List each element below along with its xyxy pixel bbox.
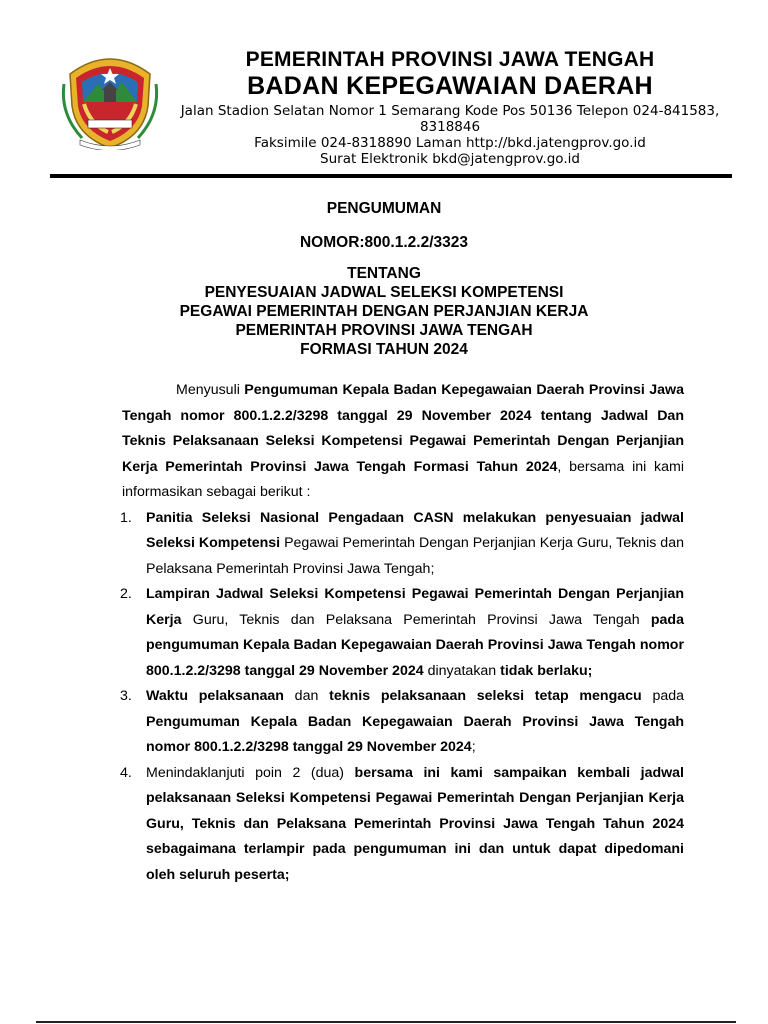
intro-text: , bersama ini kami informasikan sebagai berikut : [122, 458, 684, 500]
item-text: dinyatakan [423, 662, 501, 679]
letterhead-divider [50, 174, 732, 178]
list-item [122, 684, 684, 761]
letterhead-government-name: PEMERINTAH PROVINSI JAWA TENGAH [245, 48, 655, 71]
item-text: dan [283, 688, 330, 704]
item-bold-text: Lampiran Jadwal Seleksi Kompetensi Pegawai Pemerintah Dengan Perjanjian Kerja [146, 586, 684, 628]
subject-about: TENTANG [347, 265, 421, 282]
announcement-items [122, 506, 684, 889]
jawa-tengah-emblem-icon [60, 44, 160, 150]
item-text: Pegawai Pemerintah Dengan Perjanjian Kerja Guru, Teknis dan Pelaksana Pemerintah Provinsi Jawa Tengah; [146, 535, 684, 577]
item-bold-text: Panitia Seleksi Nasional Pengadaan CASN melakukan penyesuaian jadwal Seleksi Kompetensi [146, 509, 684, 551]
item-bold-text: teknis pelaksanaan seleksi tetap mengacu [329, 688, 642, 704]
letterhead-address-cont: 8318846 [419, 119, 481, 135]
letterhead-address: Jalan Stadion Selatan Nomor 1 Semarang Kode Pos 50136 Telepon 024-841583, [180, 103, 720, 119]
item-bold-text: tidak berlaku; [500, 662, 593, 679]
intro-paragraph [122, 378, 684, 506]
announcement-subject [60, 264, 708, 359]
item-text: Guru, Teknis dan Pelaksana Pemerintah Provinsi Jawa Tengah [181, 611, 651, 628]
item-number: 1. [120, 509, 132, 526]
item-number: 3. [120, 688, 132, 704]
intro-reference: Pengumuman Kepala Badan Kepegawaian Daerah Provinsi Jawa Tengah nomor 800.1.2.2/3298 tanggal 29 November 2024 tentang Jadwal Dan Teknis Pelaksanaan Seleksi Kompetensi Pegawai Pemerintah Dengan Perjanjian Kerja Pemerintah Provinsi Jawa Tengah Formasi Tahun 2024 [122, 382, 684, 475]
announcement-heading: PENGUMUMAN [326, 200, 442, 217]
item-bold-text: Pengumuman Kepala Badan Kepegawaian Daerah Provinsi Jawa Tengah nomor 800.1.2.2/3298 tanggal 29 November 2024 [146, 713, 684, 755]
announcement-body [122, 378, 684, 888]
letterhead-email: Surat Elektronik bkd@jatengprov.go.id [320, 151, 580, 167]
letterhead-fax-web: Faksimile 024-8318890 Laman http://bkd.jatengprov.go.id [254, 135, 646, 151]
page-bottom-edge [36, 1021, 736, 1023]
subject-line: PEMERINTAH PROVINSI JAWA TENGAH [235, 322, 533, 339]
list-item [122, 506, 684, 583]
item-text: Menindaklanjuti poin 2 (dua) [146, 764, 355, 781]
intro-text: Menyusuli [176, 382, 245, 398]
item-text: pada [641, 688, 685, 704]
item-bold-text: Waktu pelaksanaan [146, 688, 284, 704]
letterhead [150, 48, 750, 167]
item-text: ; [471, 739, 476, 755]
list-item [122, 761, 684, 889]
letterhead-agency-name: BADAN KEPEGAWAIAN DAERAH [247, 72, 653, 100]
subject-line: FORMASI TAHUN 2024 [300, 341, 468, 358]
subject-line: PENYESUAIAN JADWAL SELEKSI KOMPETENSI [204, 284, 564, 301]
list-item [122, 582, 684, 684]
item-bold-text: pada pengumuman Kepala Badan Kepegawaian Daerah Provinsi Jawa Tengah nomor 800.1.2.2/3298 tanggal 29 November 2024 [146, 611, 684, 679]
item-number: 2. [120, 586, 132, 602]
item-bold-text: bersama ini kami sampaikan kembali jadwal pelaksanaan Seleksi Kompetensi Pegawai Pemerintah Dengan Perjanjian Kerja Guru, Teknis dan Pelaksana Pemerintah Provinsi Jawa Tengah Tahun 2024 sebagaimana terlampir pada pengumuman ini dan untuk dapat dipedomani oleh seluruh peserta; [146, 764, 684, 883]
subject-line: PEGAWAI PEMERINTAH DENGAN PERJANJIAN KERJA [179, 303, 589, 320]
item-number: 4. [120, 764, 132, 781]
announcement-number: NOMOR:800.1.2.2/3323 [299, 234, 468, 251]
